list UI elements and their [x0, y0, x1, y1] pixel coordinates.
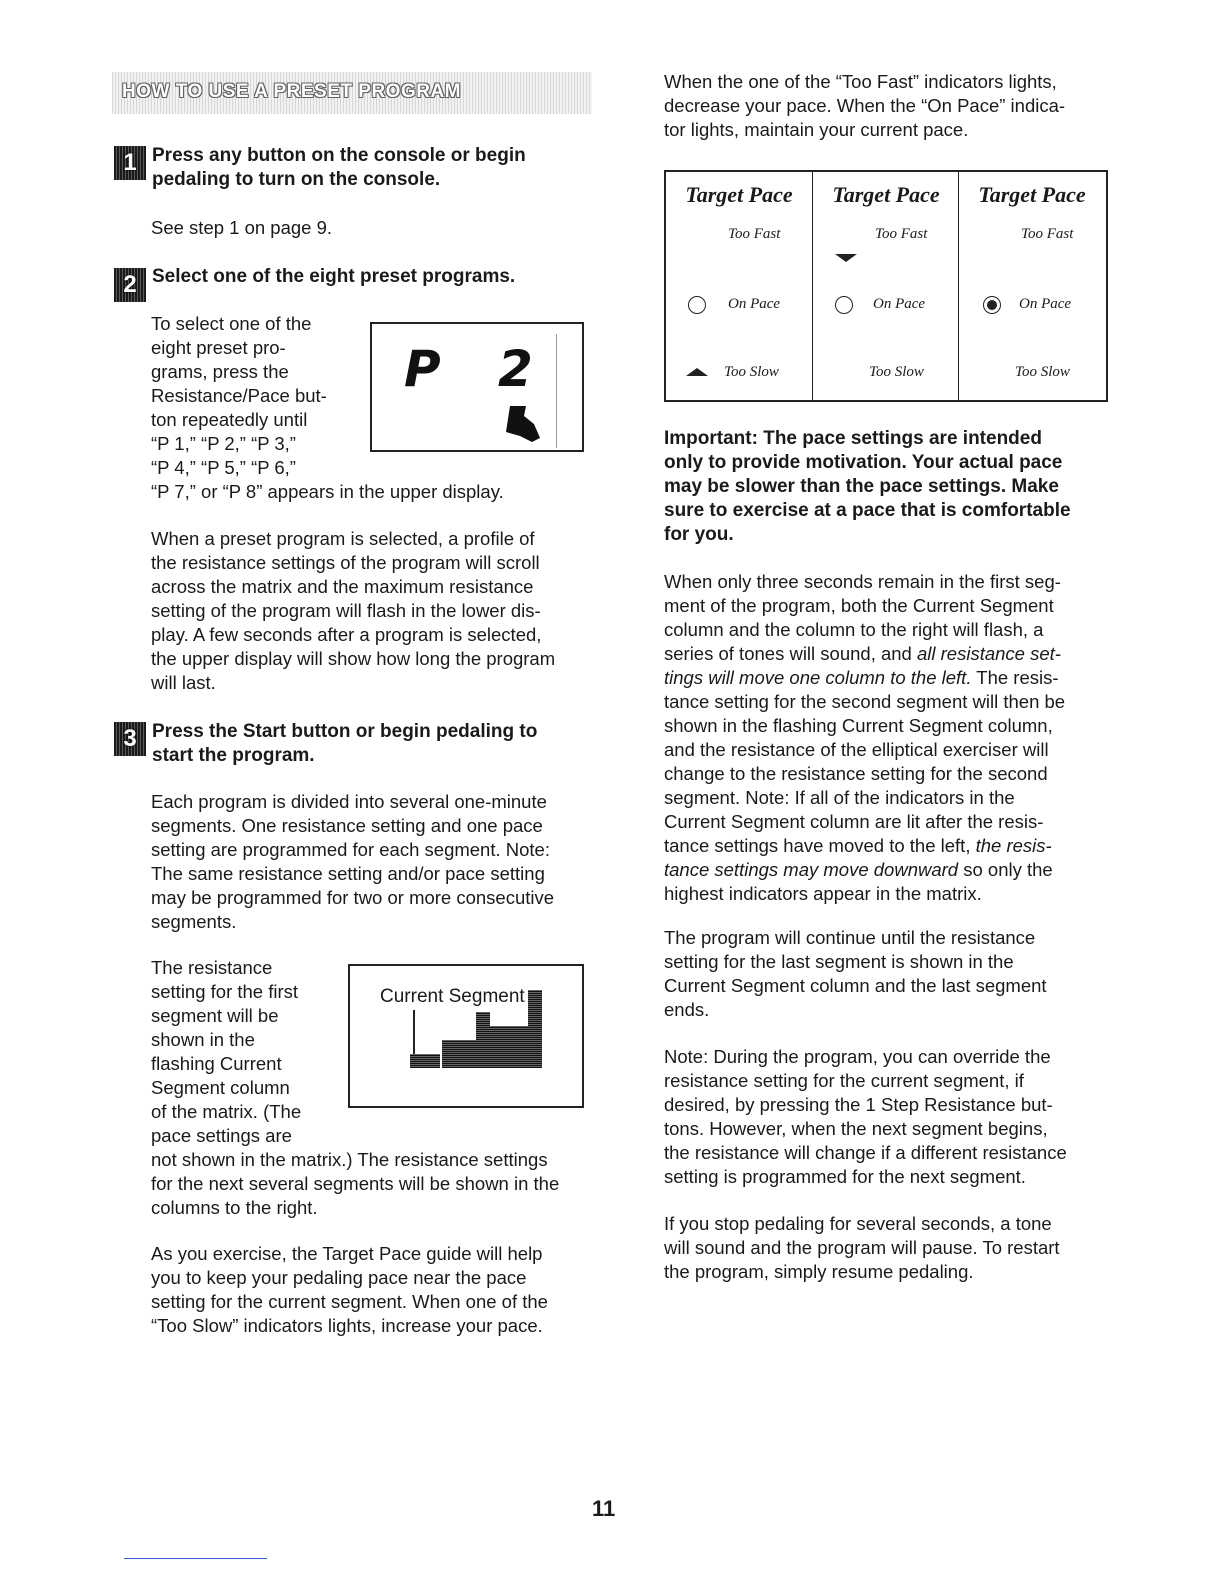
target-pace-illustration: [664, 170, 1108, 402]
text-line: decrease your pace. When the “On Pace” indica-: [664, 95, 1066, 116]
text-line: shown in the flashing Current Segment column,: [664, 715, 1053, 736]
text-line: The same resistance setting and/or pace setting: [151, 863, 545, 884]
text-line: change to the resistance setting for the second: [664, 763, 1048, 784]
text-line: ton repeatedly until: [151, 409, 308, 430]
text-line: Resistance/Pace but-: [151, 385, 327, 406]
text-line: segment. Note: If all of the indicators in the: [664, 787, 1015, 808]
text-line: To select one of the: [151, 313, 312, 334]
text-line: for you.: [664, 524, 734, 545]
text-line: may be slower than the pace settings. Make: [664, 476, 1059, 497]
matrix-illustration: [348, 964, 584, 1108]
display-scroll-shape: [492, 402, 562, 450]
section-header: [112, 72, 592, 114]
override-note-paragraph: [664, 1045, 1114, 1189]
target-pace-title: Target Pace: [832, 182, 940, 207]
text-line: will last.: [151, 672, 216, 693]
text-line: The resistance: [151, 957, 273, 978]
text-line: shown in the: [151, 1029, 255, 1050]
text-line: “Too Slow” indicators lights, increase your pace.: [151, 1315, 543, 1336]
text-line: setting for the current segment. When one of the: [151, 1291, 548, 1312]
program-continue-paragraph: [664, 926, 1114, 1022]
step-3-paragraph-1: [151, 790, 601, 934]
text-line: may be programmed for two or more consecutive: [151, 887, 555, 908]
text-line: the resistance will change if a different resistance: [664, 1142, 1067, 1163]
text-line: When the one of the “Too Fast” indicators lights,: [664, 71, 1057, 92]
text-run-italic: tance settings may move downward: [664, 859, 959, 880]
step-2-number: 2: [114, 268, 146, 302]
text-line: and the resistance of the elliptical exerciser will: [664, 739, 1049, 760]
too-slow-label: Too Slow: [869, 364, 924, 380]
text-line: play. A few seconds after a program is selected,: [151, 624, 542, 645]
text-line: Each program is divided into several one-minute: [151, 791, 547, 812]
text-line: resistance setting for the current segment, if: [664, 1070, 1024, 1091]
text-line: [664, 858, 1114, 882]
text-line: setting are programmed for each segment. Note:: [151, 839, 550, 860]
text-line: setting for the last segment is shown in the: [664, 951, 1014, 972]
important-note: [664, 427, 1114, 547]
stop-pedaling-paragraph: [664, 1212, 1114, 1284]
target-pace-panel: [812, 172, 959, 400]
matrix-columns: [528, 990, 542, 1068]
text-line: grams, press the: [151, 361, 289, 382]
text-line: setting is programmed for the next segment.: [664, 1166, 1026, 1187]
text-run: The resis-: [971, 667, 1059, 688]
text-line: sure to exercise at a pace that is comfortable: [664, 500, 1071, 521]
matrix-columns: [442, 1040, 476, 1068]
on-pace-label: On Pace: [873, 296, 926, 312]
text-line: Segment column: [151, 1077, 290, 1098]
text-run-italic: all resistance set-: [916, 643, 1061, 664]
page-number: 11: [592, 1496, 616, 1521]
text-line: highest indicators appear in the matrix.: [664, 883, 982, 904]
text-line: [664, 666, 1114, 690]
step-1-number: 1: [114, 146, 146, 180]
text-run: tance settings have moved to the left,: [664, 835, 976, 856]
text-line: tor lights, maintain your current pace.: [664, 119, 969, 140]
text-line: [664, 642, 1114, 666]
text-line: column and the column to the right will flash, a: [664, 619, 1044, 640]
text-line: “P 1,” “P 2,” “P 3,”: [151, 433, 296, 454]
text-line: the program, simply resume pedaling.: [664, 1261, 974, 1282]
step-1-heading-line: pedaling to turn on the console.: [152, 169, 441, 190]
text-line: the upper display will show how long the program: [151, 648, 556, 669]
text-line: Current Segment column are lit after the resis-: [664, 811, 1044, 832]
on-pace-indicator: [688, 296, 706, 314]
text-line: segments. One resistance setting and one pace: [151, 815, 543, 836]
target-pace-panel: [666, 172, 812, 400]
text-line: flashing Current: [151, 1053, 282, 1074]
on-pace-indicator: [835, 296, 853, 314]
text-run: series of tones will sound, and: [664, 643, 917, 664]
too-slow-label: Too Slow: [1015, 364, 1070, 380]
target-pace-panel: [958, 172, 1105, 400]
text-line: desired, by pressing the 1 Step Resistance but-: [664, 1094, 1053, 1115]
text-line: Note: During the program, you can override the: [664, 1046, 1051, 1067]
text-line: The program will continue until the resistance: [664, 927, 1036, 948]
text-line: [664, 834, 1114, 858]
text-line: of the matrix. (The: [151, 1101, 302, 1122]
text-line: When only three seconds remain in the first seg-: [664, 571, 1061, 592]
step-1-text: See step 1 on page 9.: [151, 217, 333, 238]
step-3-heading: [152, 720, 537, 768]
text-line: tons. However, when the next segment begins,: [664, 1118, 1048, 1139]
text-line: tance setting for the second segment will then be: [664, 691, 1066, 712]
right-intro: [664, 70, 1114, 142]
text-line: across the matrix and the maximum resistance: [151, 576, 534, 597]
step-2-heading: Select one of the eight preset programs.: [152, 266, 516, 287]
step-1-heading: [152, 144, 526, 192]
display-digit: 2: [498, 340, 533, 398]
text-line: Current Segment column and the last segment: [664, 975, 1047, 996]
text-line: will sound and the program will pause. To restart: [664, 1237, 1060, 1258]
too-fast-indicator-icon: [835, 254, 857, 264]
text-line: When a preset program is selected, a profile of: [151, 528, 535, 549]
text-line: the resistance settings of the program will scroll: [151, 552, 540, 573]
matrix-columns: [410, 1054, 440, 1068]
footer-rule: [124, 1558, 267, 1559]
display-letter: P: [404, 340, 441, 398]
text-line: columns to the right.: [151, 1197, 318, 1218]
too-fast-label: Too Fast: [875, 226, 928, 242]
on-pace-label: On Pace: [1019, 296, 1072, 312]
text-line: setting for the first: [151, 981, 299, 1002]
step-3-heading-line: Press the Start button or begin pedaling to: [152, 721, 538, 742]
current-segment-label: Current Segment: [380, 986, 525, 1007]
matrix-columns: [490, 1026, 528, 1068]
target-pace-title: Target Pace: [978, 182, 1086, 207]
matrix-columns: [476, 1012, 490, 1068]
text-line: for the next several segments will be shown in the: [151, 1173, 560, 1194]
text-line: you to keep your pedaling pace near the pace: [151, 1267, 527, 1288]
text-run-italic: tings will move one column to the left.: [664, 667, 972, 688]
on-pace-indicator-lit: [983, 296, 1001, 314]
on-pace-label: On Pace: [728, 296, 781, 312]
text-line: ends.: [664, 999, 710, 1020]
text-line: If you stop pedaling for several seconds, a tone: [664, 1213, 1052, 1234]
upper-display-illustration: [370, 322, 584, 452]
text-line: As you exercise, the Target Pace guide will help: [151, 1243, 543, 1264]
text-run: so only the: [958, 859, 1053, 880]
text-line: only to provide motivation. Your actual pace: [664, 452, 1063, 473]
text-line: not shown in the matrix.) The resistance settings: [151, 1149, 548, 1170]
text-line: setting of the program will flash in the lower dis-: [151, 600, 541, 621]
too-slow-indicator-icon: [686, 368, 708, 378]
text-line: Important: The pace settings are intended: [664, 428, 1042, 449]
text-line: “P 7,” or “P 8” appears in the upper display.: [151, 481, 504, 502]
too-fast-label: Too Fast: [728, 226, 781, 242]
text-run-italic: the resis-: [975, 835, 1052, 856]
step-3-number: 3: [114, 722, 146, 756]
step-2-paragraph: [151, 527, 601, 695]
segment-transition-paragraph: [664, 570, 1114, 906]
text-line: ment of the program, both the Current Segment: [664, 595, 1054, 616]
step-3-paragraph-3: [151, 1242, 601, 1338]
text-line: segment will be: [151, 1005, 279, 1026]
text-line: eight preset pro-: [151, 337, 286, 358]
text-line: “P 4,” “P 5,” “P 6,”: [151, 457, 296, 478]
step-1-heading-line: Press any button on the console or begin: [152, 145, 526, 166]
too-slow-label: Too Slow: [724, 364, 779, 380]
text-line: segments.: [151, 911, 237, 932]
section-title: HOW TO USE A PRESET PROGRAM: [122, 81, 461, 102]
too-fast-label: Too Fast: [1021, 226, 1074, 242]
target-pace-title: Target Pace: [685, 182, 793, 207]
step-3-heading-line: start the program.: [152, 745, 315, 766]
text-line: pace settings are: [151, 1125, 292, 1146]
